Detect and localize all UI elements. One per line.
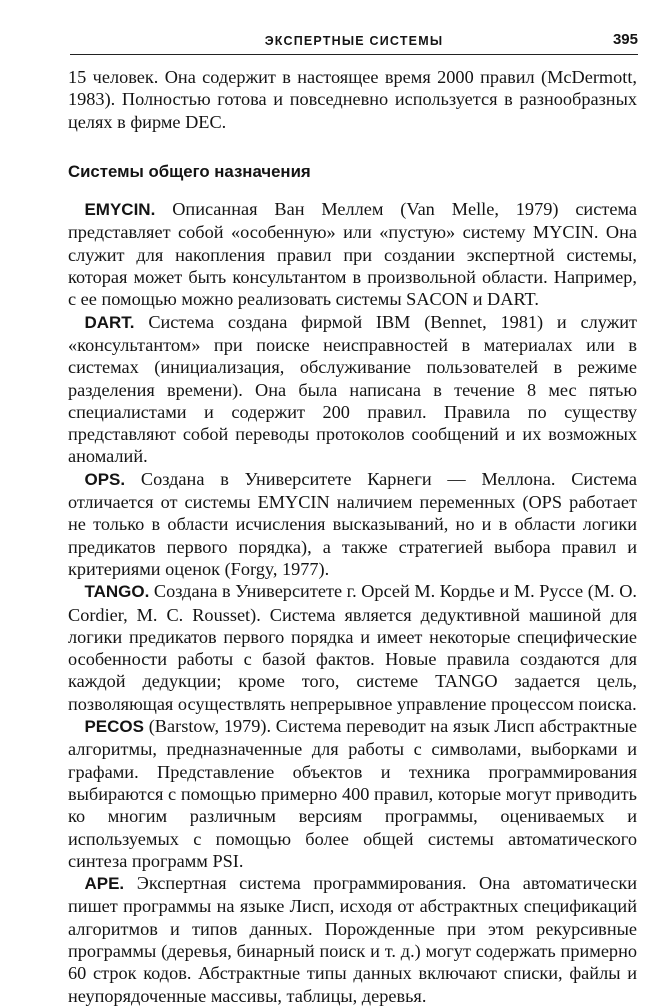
system-name: PECOS (84, 717, 144, 737)
system-description: Создана в Университете Карнеги — Меллона. Система отличается от системы EMYCIN наличием переменных (OPS работает не только в области исчисления высказываний, но и в области логики предикатов первого порядка), а также стратегией выбора правил и критериями оценок (Forgy, 1977). (68, 468, 637, 579)
system-name: OPS. (84, 469, 126, 489)
system-name: APE. (84, 874, 125, 894)
system-entry-tango (68, 580, 637, 715)
system-entry-pecos (68, 715, 637, 872)
system-description: Экспертная система программирования. Она автоматически пишет программы на языке Лисп, исходя от абстрактных спецификаций алгоритмов и типов данных. Порожденные при этом рекурсивные программы (деревья, бинарный поиск и т. д.) могут содержать примерно 60 строк кодов. Абстрактные типы данных включают списки, файлы и неупорядоченные массивы, таблицы, деревья. (68, 873, 637, 1006)
system-description: Система создана фирмой IBM (Bennet, 1981) и служит «консультантом» при поиске неисправностей в материалах или в системах (инициализация, обслуживание пользователей в режиме разделения времени). Она была написана в течение 8 мес пятью специалистами и содержит 200 правил. Правила по существу представляют собой переводы протоколов сообщений и их возможных аномалий. (68, 311, 637, 467)
system-entry-ape (68, 872, 637, 1007)
system-name: TANGO. (84, 582, 150, 602)
page-number: 395 (612, 31, 638, 48)
system-entry-dart (68, 311, 637, 468)
section-heading: Системы общего назначения (68, 161, 311, 181)
system-description: Описанная Ван Меллем (Van Melle, 1979) система представляет собой «особенную» или «пустую» систему MYCIN. Она служит для накопления правил при создании экспертной системы, которая может быть консультантом в произвольной области. Например, с ее помощью можно реализовать системы SACON и DART. (68, 199, 637, 310)
system-name: EMYCIN. (84, 200, 156, 220)
page-header (70, 30, 638, 55)
system-entry-emycin (68, 198, 637, 310)
intro-paragraph: 15 человек. Она содержит в настоящее время 2000 правил (McDermott, 1983). Полностью готова и повседневно используется в разнообразных целях в фирме DEC. (68, 67, 637, 132)
system-description: Создана в Университете г. Орсей М. Кордье и М. Руссе (M. O. Cordier, M. C. Rousset). Система является дедуктивной машиной для логики предикатов первого порядка и имеет некоторые специфические особенности работы с базой фактов. Новые правила создаются для каждой дедукции; кроме того, системе TANGO задается цель, позволяющая осуществлять непрерывное управление процессом поиска. (68, 581, 637, 714)
system-entry-ops (68, 468, 637, 580)
page-body (68, 66, 637, 1007)
system-name: DART. (84, 312, 135, 332)
running-title: ЭКСПЕРТНЫЕ СИСТЕМЫ (264, 34, 444, 48)
system-description: (Barstow, 1979). Система переводит на язык Лисп абстрактные алгоритмы, предназначенные для работы с символами, выборками и графами. Представление объектов и техника программирования выбираются с помощью примерно 400 правил, которые могут приводить ко многим различным версиям программы, оцениваемых и используемых с помощью более общей системы автоматического синтеза программ PSI. (68, 716, 637, 871)
